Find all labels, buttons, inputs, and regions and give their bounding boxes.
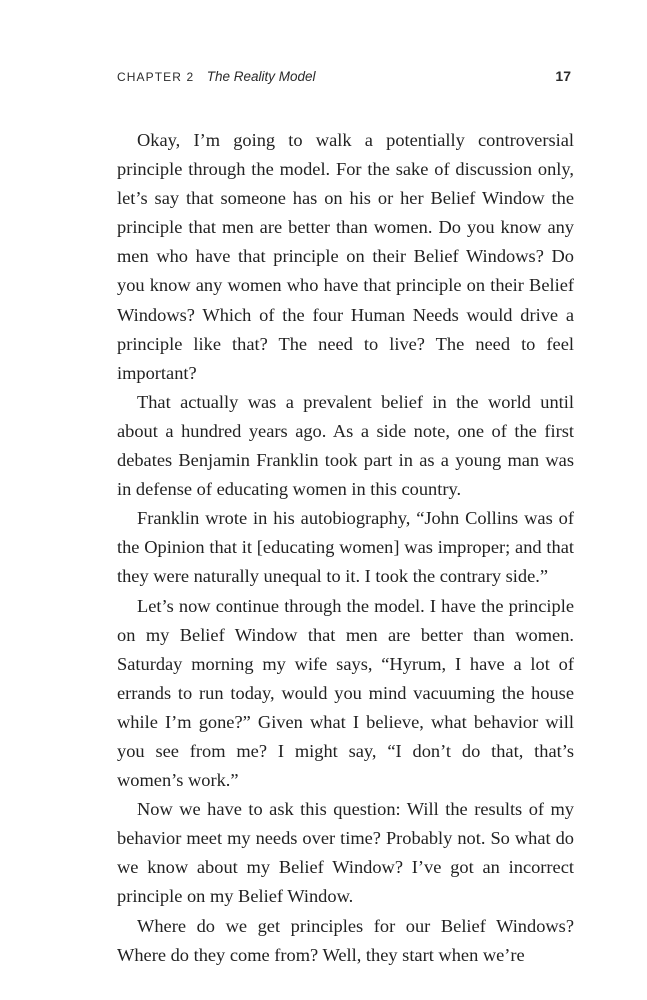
chapter-label: CHAPTER 2: [117, 70, 195, 84]
chapter-title: The Reality Model: [206, 69, 316, 84]
body-text: [117, 126, 574, 970]
paragraph: Where do we get principles for our Belief Windows? Where do they come from? Well, they start when we’re: [117, 915, 574, 965]
paragraph: Let’s now continue through the model. I have the principle on my Belief Window that men are better than women. Saturday morning my wife says, “Hyrum, I have a lot of errands to run today, would you mind vacuuming the house while I’m gone?” Given what I believe, what behavior will you see from me? I might say, “I don’t do that, that’s women’s work.”: [117, 595, 574, 791]
paragraph: Franklin wrote in his autobiography, “John Collins was of the Opinion that it [educating women] was improper; and that they were naturally unequal to it. I took the contrary side.”: [117, 508, 574, 587]
paragraph: Now we have to ask this question: Will the results of my behavior meet my needs over time? Probably not. So what do we know about my Belief Window? I’ve got an incorrect principle on my Belief Window.: [117, 799, 574, 907]
page-number: 17: [555, 68, 571, 84]
running-head: [117, 68, 571, 88]
paragraph: Okay, I’m going to walk a potentially controversial principle through the model. For the sake of discussion only, let’s say that someone has on his or her Belief Window the principle that men are better than women. Do you know any men who have that principle on their Belief Windows? Do you know any women who have that principle on their Belief Windows? Which of the four Human Needs would drive a principle like that? The need to live? The need to feel important?: [117, 130, 574, 383]
paragraph: That actually was a prevalent belief in the world until about a hundred years ago. As a side note, one of the first debates Benjamin Franklin took part in as a young man was in defense of educating women in this country.: [117, 391, 574, 500]
